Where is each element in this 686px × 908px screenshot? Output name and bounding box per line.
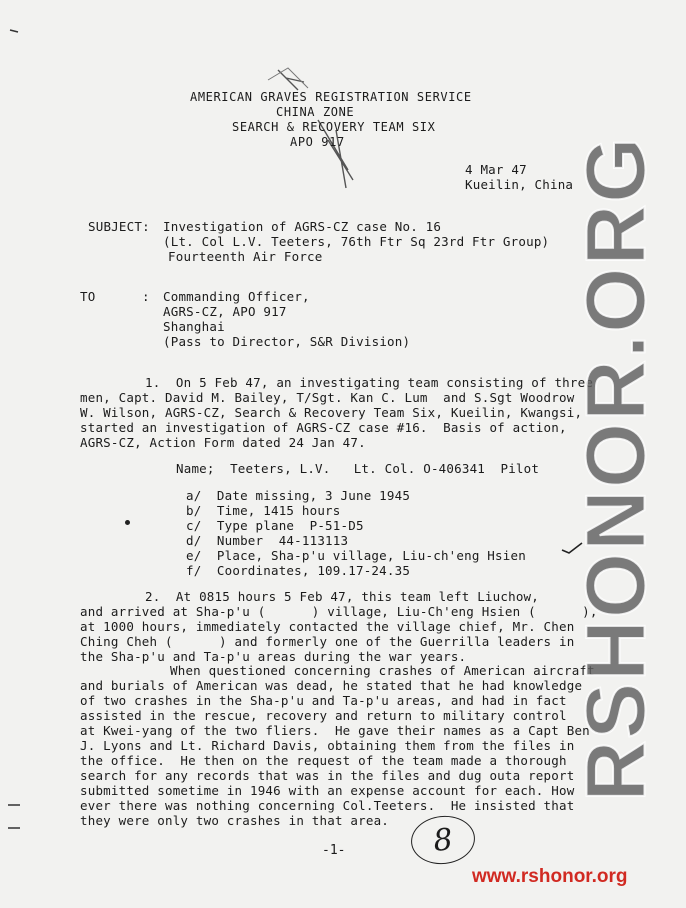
page-number: -1- — [322, 843, 346, 858]
para2-line: When questioned concerning crashes of American aircraft — [170, 663, 595, 678]
detail-item: f/ Coordinates, 109.17-24.35 — [186, 563, 411, 578]
detail-item: d/ Number 44-113113 — [186, 533, 349, 548]
para1-line: 1. On 5 Feb 47, an investigating team consisting of three — [145, 375, 594, 390]
para2-line: Ching Cheh ( ) and formerly one of the Guerrilla leaders in — [80, 634, 575, 649]
margin-marks — [6, 0, 20, 908]
watermark-text: RSHONOR.ORG — [568, 134, 663, 802]
para2-line: the Sha-p'u and Ta-p'u areas during the war years. — [80, 649, 467, 664]
para2-line: submitted sometime in 1946 with an expense account for each. How — [80, 783, 575, 798]
subject-line-3: Fourteenth Air Force — [168, 249, 323, 264]
para2-line: and arrived at Sha-p'u ( ) village, Liu-Ch'eng Hsien ( ), — [80, 604, 598, 619]
header-line-2: CHINA ZONE — [276, 105, 355, 119]
para2-line: at 1000 hours, immediately contacted the village chief, Mr. Chen — [80, 619, 575, 634]
detail-item: e/ Place, Sha-p'u village, Liu-ch'eng Hsien — [186, 548, 526, 563]
watermark-url[interactable]: www.rshonor.org — [472, 866, 628, 887]
to-colon: : — [142, 289, 150, 304]
to-line-3: Shanghai — [163, 319, 225, 334]
handwritten-circled-number — [409, 813, 478, 867]
para2-line: at Kwei-yang of the two fliers. He gave their names as a Capt Ben — [80, 723, 590, 738]
header-line-4: APO 917 — [290, 135, 345, 149]
to-line-4: (Pass to Director, S&R Division) — [163, 334, 411, 349]
para2-line: assisted in the rescue, recovery and return to military control — [80, 708, 567, 723]
to-label: TO — [80, 289, 96, 304]
para1-line: AGRS-CZ, Action Form dated 24 Jan 47. — [80, 435, 366, 450]
detail-item: b/ Time, 1415 hours — [186, 503, 341, 518]
letter-date: 4 Mar 47 — [465, 162, 527, 177]
para2-line: search for any records that was in the files and dug outa report — [80, 768, 575, 783]
header-line-1: AMERICAN GRAVES REGISTRATION SERVICE — [190, 90, 472, 104]
detail-item: a/ Date missing, 3 June 1945 — [186, 488, 411, 503]
to-line-2: AGRS-CZ, APO 917 — [163, 304, 287, 319]
subject-line-2: (Lt. Col L.V. Teeters, 76th Ftr Sq 23rd Ftr Group) — [163, 234, 550, 249]
para1-line: W. Wilson, AGRS-CZ, Search & Recovery Team Six, Kueilin, Kwangsi, — [80, 405, 583, 420]
letter-place: Kueilin, China — [465, 177, 574, 192]
detail-item: c/ Type plane P-51-D5 — [186, 518, 364, 533]
para2-line: of two crashes in the Sha-p'u and Ta-p'u areas, and had in fact — [80, 693, 567, 708]
para2-line: ever there was nothing concerning Col.Teeters. He insisted that — [80, 798, 575, 813]
para2-line: 2. At 0815 hours 5 Feb 47, this team left Liuchow, — [145, 589, 540, 604]
subject-label: SUBJECT: — [88, 219, 150, 234]
details-name-line: Name; Teeters, L.V. Lt. Col. O-406341 Pilot — [176, 461, 540, 476]
para2-line: and burials of American was dead, he stated that he had knowledge — [80, 678, 583, 693]
subject-line-1: Investigation of AGRS-CZ case No. 16 — [163, 219, 442, 234]
para1-line: started an investigation of AGRS-CZ case #16. Basis of action, — [80, 420, 567, 435]
para1-line: men, Capt. David M. Bailey, T/Sgt. Kan C. Lum and S.Sgt Woodrow — [80, 390, 575, 405]
para2-line: J. Lyons and Lt. Richard Davis, obtaining them from the files in — [80, 738, 575, 753]
to-line-1: Commanding Officer, — [163, 289, 310, 304]
site-watermark — [558, 92, 674, 844]
para2-line: the office. He then on the request of the team made a thorough — [80, 753, 567, 768]
handwritten-number: 8 — [431, 821, 455, 859]
bullet-mark — [125, 520, 130, 525]
para2-line: they were only two crashes in that area. — [80, 813, 390, 828]
header-line-3: SEARCH & RECOVERY TEAM SIX — [232, 120, 436, 134]
